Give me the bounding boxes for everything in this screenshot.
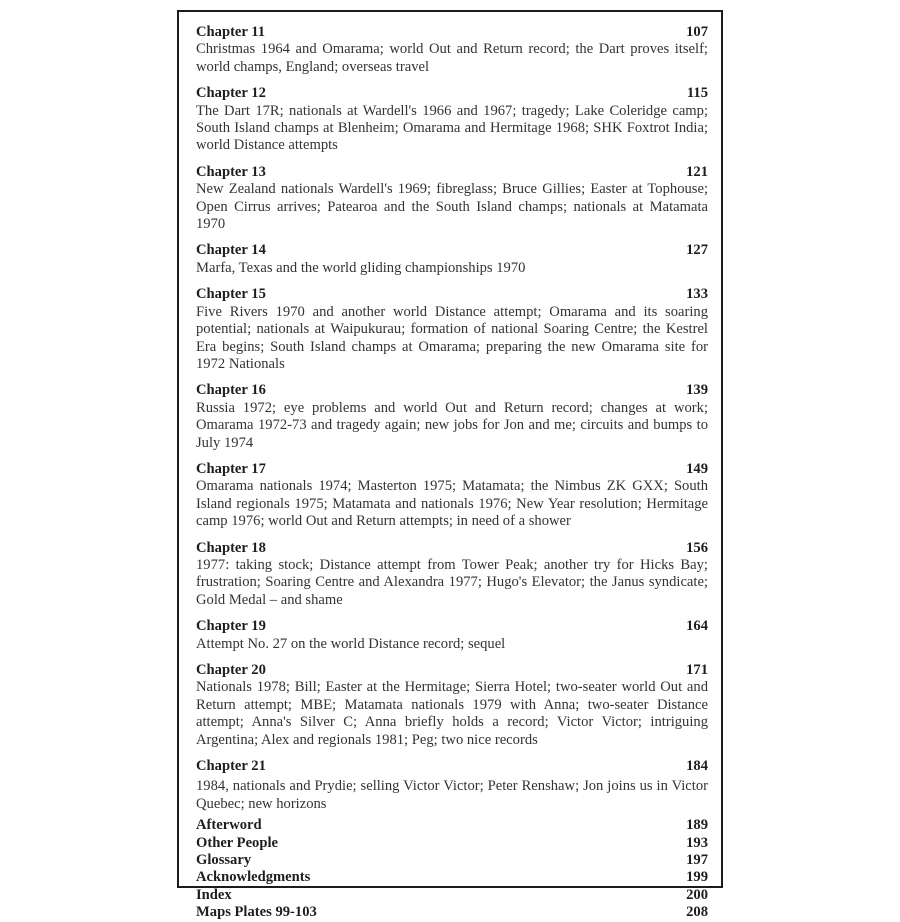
chapter-entry bbox=[196, 164, 708, 234]
chapter-title: Chapter 21 bbox=[196, 758, 266, 775]
chapter-page-number: 139 bbox=[686, 382, 708, 399]
chapter-page-number: 115 bbox=[686, 85, 708, 102]
chapter-description: Nationals 1978; Bill; Easter at the Hermitage; Sierra Hotel; two-seater world Out and Return attempt; MBE; Matamata nationals 1979 with Anna; two-seater Distance attempt; Anna's Silver C; Anna briefly holds a record; Victor Victor; intriguing Argentina; Alex and regionals 1981; Peg; two nice records bbox=[196, 679, 708, 748]
back-matter-page-number: 208 bbox=[686, 904, 708, 921]
chapter-page-number: 107 bbox=[686, 24, 708, 40]
back-matter-item bbox=[196, 835, 708, 852]
table-of-contents bbox=[196, 24, 708, 922]
back-matter-title: Acknowledgments bbox=[196, 869, 311, 886]
chapter-entry bbox=[196, 540, 708, 610]
chapter-title: Chapter 12 bbox=[196, 85, 266, 102]
back-matter-title: Other People bbox=[196, 834, 279, 851]
back-matter-item bbox=[196, 817, 708, 834]
chapter-title: Chapter 14 bbox=[196, 242, 266, 259]
chapter-title: Chapter 19 bbox=[196, 618, 266, 635]
back-matter-title: Maps Plates 99-103 bbox=[196, 904, 317, 921]
chapter-page-number: 164 bbox=[686, 618, 708, 635]
chapter-entry bbox=[196, 662, 708, 749]
back-matter-title: Glossary bbox=[196, 852, 252, 869]
chapter-title: Chapter 20 bbox=[196, 662, 266, 678]
chapter-entry bbox=[196, 286, 708, 373]
chapter-description: Attempt No. 27 on the world Distance record; sequel bbox=[196, 635, 506, 652]
chapter-entry bbox=[196, 461, 708, 531]
back-matter-list bbox=[196, 817, 708, 921]
chapter-description: 1977: taking stock; Distance attempt from Tower Peak; another try for Hicks Bay; frustration; Soaring Centre and Alexandra 1977; Hugo's Elevator; the Janus syndicate; Gold Medal – and shame bbox=[196, 556, 708, 608]
chapter-description: 1984, nationals and Prydie; selling Victor Victor; Peter Renshaw; Jon joins us in Victor Quebec; new horizons bbox=[196, 778, 708, 812]
back-matter-page-number: 193 bbox=[686, 834, 708, 851]
chapter-description: Russia 1972; eye problems and world Out and Return record; changes at work; Omarama 1972-73 and tragedy again; new jobs for Jon and me; circuits and bumps to July 1974 bbox=[196, 399, 708, 451]
chapter-title: Chapter 15 bbox=[196, 286, 266, 303]
back-matter-page-number: 189 bbox=[686, 817, 708, 834]
chapter-page-number: 171 bbox=[686, 662, 708, 678]
chapter-entry bbox=[196, 618, 708, 653]
chapter-description: New Zealand nationals Wardell's 1969; fibreglass; Bruce Gillies; Easter at Tophouse; Open Cirrus arrives; Patearoa and the South Island champs; nationals at Matamata 1970 bbox=[196, 181, 708, 233]
chapter-entry bbox=[196, 242, 708, 277]
back-matter-item bbox=[196, 887, 708, 904]
back-matter-title: Index bbox=[196, 886, 232, 903]
back-matter-item bbox=[196, 904, 708, 921]
chapter-description: Christmas 1964 and Omarama; world Out and Return record; the Dart proves itself; world champs, England; overseas travel bbox=[196, 41, 708, 75]
chapter-title: Chapter 13 bbox=[196, 163, 266, 180]
chapter-description: The Dart 17R; nationals at Wardell's 1966 and 1967; tragedy; Lake Coleridge camp; South Island champs at Blenheim; Omarama and Hermitage 1968; SHK Foxtrot India; world Distance attempts bbox=[196, 102, 708, 154]
back-matter-item bbox=[196, 852, 708, 869]
chapter-page-number: 133 bbox=[686, 286, 708, 303]
chapter-entry bbox=[196, 85, 708, 155]
chapter-title: Chapter 17 bbox=[196, 460, 266, 477]
back-matter-title: Afterword bbox=[196, 817, 262, 834]
chapter-title: Chapter 11 bbox=[196, 24, 266, 40]
chapter-page-number: 149 bbox=[686, 460, 708, 477]
back-matter-item bbox=[196, 869, 708, 886]
chapter-title: Chapter 18 bbox=[196, 539, 266, 556]
chapter-page-number: 156 bbox=[686, 539, 708, 556]
chapter-entry bbox=[196, 24, 708, 76]
chapter-description: Five Rivers 1970 and another world Distance attempt; Omarama and its soaring potential; nationals at Waipukurau; formation of national Soaring Centre; the Kestrel Era begins; South Island champs at Omarama; preparing the new Omarama site for 1972 Nationals bbox=[196, 303, 708, 372]
chapter-entry bbox=[196, 758, 708, 813]
back-matter-page-number: 200 bbox=[686, 886, 708, 903]
chapter-page-number: 127 bbox=[686, 242, 708, 259]
back-matter-page-number: 197 bbox=[686, 852, 708, 869]
chapter-page-number: 184 bbox=[686, 758, 708, 775]
chapter-page-number: 121 bbox=[686, 163, 708, 180]
chapter-description: Marfa, Texas and the world gliding championships 1970 bbox=[196, 259, 526, 276]
chapter-description: Omarama nationals 1974; Masterton 1975; Matamata; the Nimbus ZK GXX; South Island regionals 1975; Matamata and nationals 1976; New Year resolution; Hermitage camp 1976; world Out and Return attempts; in need of a shower bbox=[196, 478, 708, 530]
back-matter-page-number: 199 bbox=[686, 869, 708, 886]
chapter-entry bbox=[196, 382, 708, 452]
chapter-title: Chapter 16 bbox=[196, 382, 266, 399]
